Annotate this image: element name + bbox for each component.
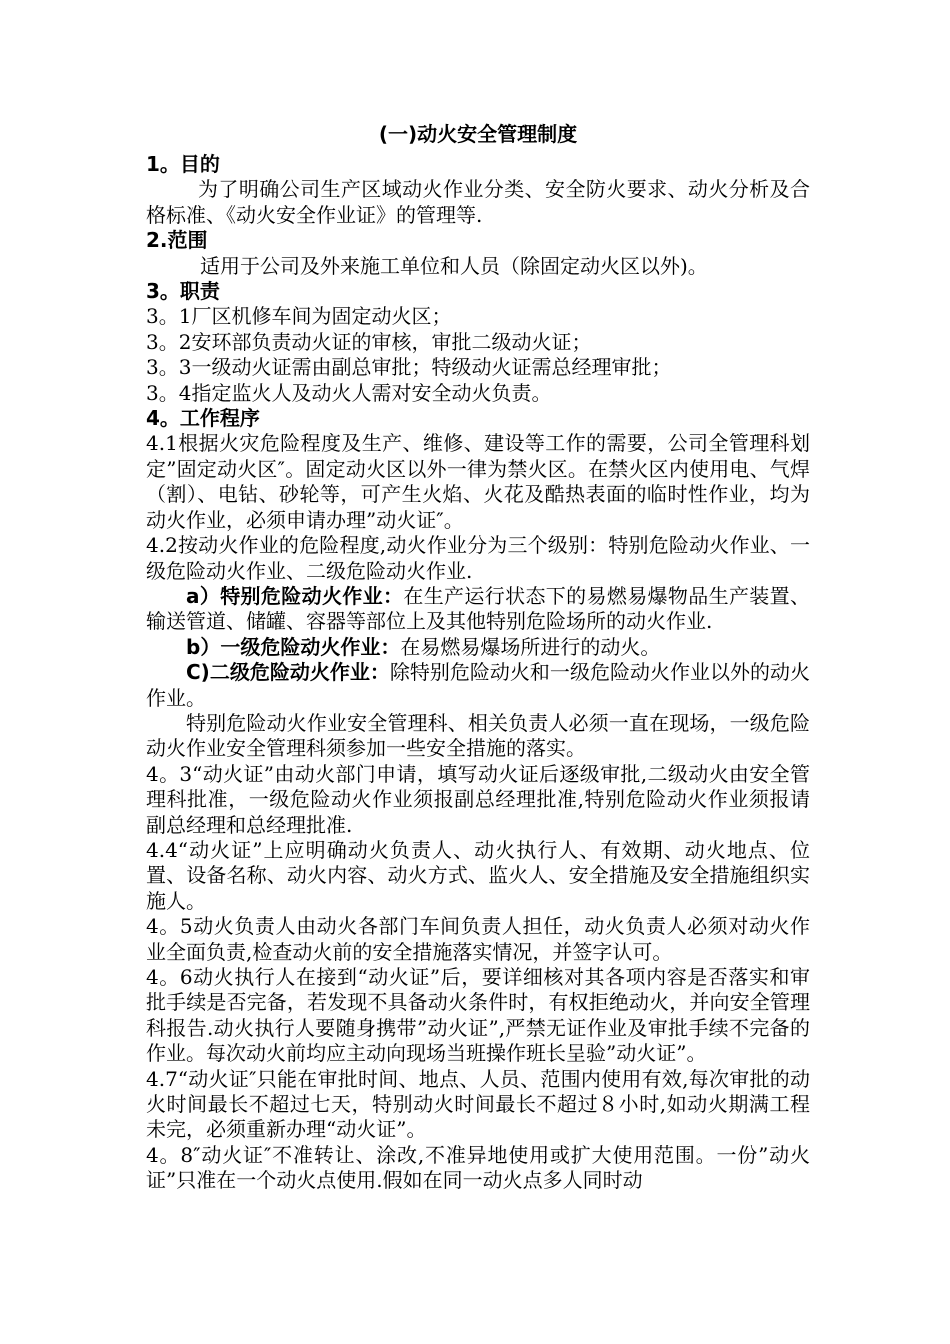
- procedure-paragraph-4-4: 4.4“动火证”上应明确动火负责人、动火执行人、有效期、动火地点、位置、设备名称、动火内容、动火方式、监火人、安全措施及安全措施组织实施人。: [146, 837, 810, 913]
- procedure-paragraph-4-3: 4。3“动火证”由动火部门申请，填写动火证后逐级审批,二级动火由安全管理科批准，一级危险动火作业须报副总经理批准,特别危险动火作业须报请副总经理和总经理批准.: [146, 761, 810, 837]
- purpose-text: 为了明确公司生产区域动火作业分类、安全防火要求、动火分析及合格标准、《动火安全作业证》的管理等.: [146, 177, 810, 227]
- procedure-paragraph-4-6: 4。6动火执行人在接到“动火证”后，要详细核对其各项内容是否落实和审批手续是否完备，若发现不具备动火条件时，有权拒绝动火，并向安全管理科报告.动火执行人要随身携带”动火证”,严禁无证作业及审批手续不完备的作业。每次动火前均应主动向现场当班操作班长呈验”动火证”。: [146, 965, 810, 1066]
- procedure-paragraph-4-1: 4.1根据火灾危险程度及生产、维修、建设等工作的需要，公司全管理科划定”固定动火区″。固定动火区以外一律为禁火区。在禁火区内使用电、气焊（割）、电钻、砂轮等，可产生火焰、火花及酷热表面的临时性作业，均为动火作业，必须申请办理”动火证″。: [146, 431, 810, 532]
- section-heading-scope: 2.范围: [146, 228, 208, 253]
- duty-item: 3。3一级动火证需由副总审批；特级动火证需总经理审批；: [146, 355, 672, 380]
- level-c-paragraph: [146, 660, 810, 711]
- procedure-paragraph-4-8: 4。8″动火证″不准转让、涂改,不准异地使用或扩大使用范围。一份”动火证”只准在一个动火点使用.假如在同一动火点多人同时动: [146, 1142, 810, 1193]
- section-heading-procedure: 4。工作程序: [146, 406, 260, 431]
- level-c-label: C)二级危险动火作业：: [186, 660, 390, 685]
- level-a-text: 在生产运行状态下的易燃易爆物品生产装置、输送管道、储罐、容器等部位上及其他特别危险场所的动火作业.: [146, 583, 811, 634]
- section-heading-duties: 3。职责: [146, 279, 220, 304]
- level-b-paragraph: [146, 635, 810, 660]
- duty-item: 3。4指定监火人及动火人需对安全动火负责。: [146, 380, 552, 405]
- section-heading-purpose: 1。目的: [146, 152, 220, 176]
- duty-item: 3。1厂区机修车间为固定动火区；: [146, 304, 452, 329]
- duty-item: 3。2安环部负责动火证的审核，审批二级动火证；: [146, 329, 592, 354]
- document-title: (一)动火安全管理制度: [378, 122, 578, 146]
- procedure-paragraph-4-7: 4.7“动火证″只能在审批时间、地点、人员、范围内使用有效,每次审批的动火时间最长不超过七天，特别动火时间最长不超过８小时,如动火期满工程未完，必须重新办理“动火证”。: [146, 1066, 810, 1142]
- level-b-label: b）一级危险动火作业：: [186, 634, 401, 659]
- procedure-paragraph-4-2: 4.2按动火作业的危险程度,动火作业分为三个级别：特别危险动火作业、一级危险动火作业、二级危险动火作业.: [146, 533, 810, 583]
- level-a-label: a）特别危险动火作业：: [186, 583, 404, 608]
- procedure-paragraph-4-5: 4。5动火负责人由动火各部门车间负责人担任，动火负责人必须对动火作业全面负责,检查动火前的安全措施落实情况，并签字认可。: [146, 914, 810, 964]
- level-c-text: 除特别危险动火和一级危险动火作业以外的动火作业。: [146, 660, 811, 710]
- scope-text: 适用于公司及外来施工单位和人员（除固定动火区以外)。: [200, 253, 708, 278]
- document-page: [146, 120, 810, 1194]
- presence-paragraph: 特别危险动火作业安全管理科、相关负责人必须一直在现场，一级危险动火作业安全管理科须参加一些安全措施的落实。: [146, 710, 810, 761]
- level-b-text: 在易燃易爆场所进行的动火。: [400, 634, 661, 659]
- level-a-paragraph: [146, 584, 810, 635]
